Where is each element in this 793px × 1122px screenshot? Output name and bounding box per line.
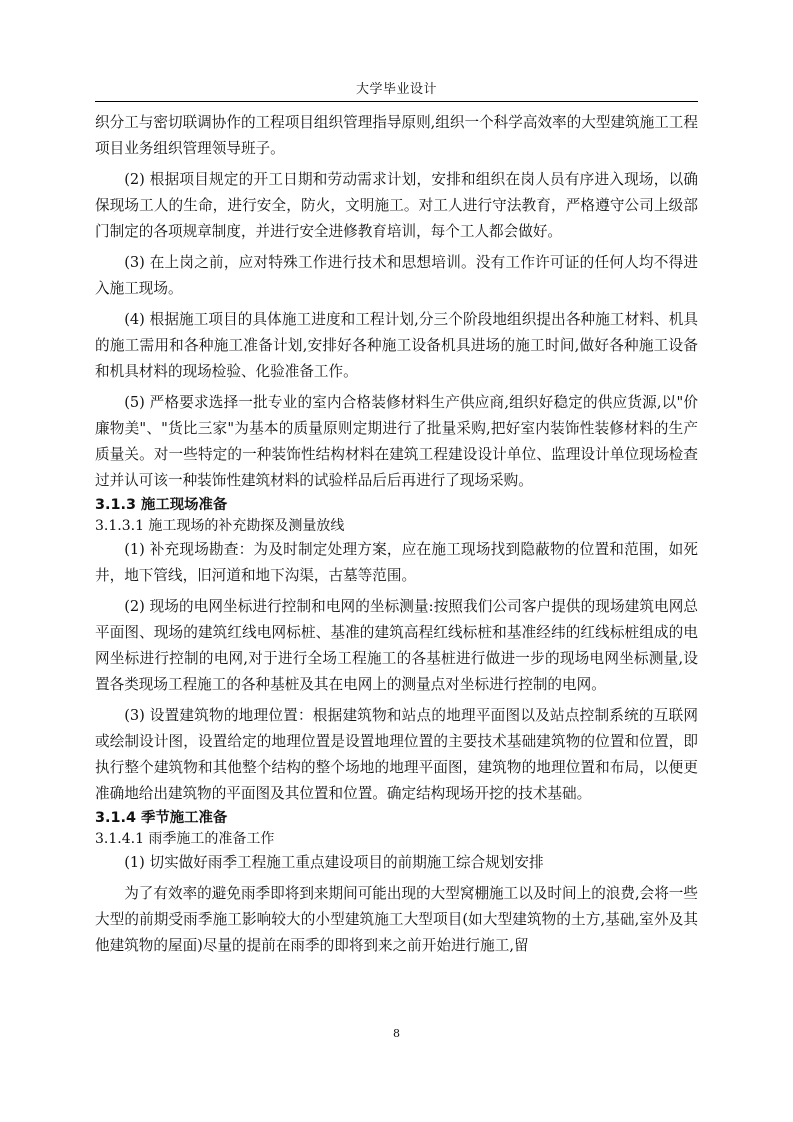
paragraph-building-location: (3) 设置建筑物的地理位置：根据建筑物和站点的地理平面图以及站点控制系统的互联网或绘制设计图，设置给定的地理位置是设置地理位置的主要技术基础建筑物的位置和位置，即执行整个建筑物和其他整个结构的整个场地的地理平面图，建筑物的地理位置和布局，以便更准确地给出建筑物的平面图及其位置和位置。确定结构现场开挖的技术基础。 <box>95 707 698 802</box>
page-header: 大学毕业设计 <box>355 82 437 97</box>
paragraph-rain-detail: 为了有效率的避免雨季即将到来期间可能出现的大型窝棚施工以及时间上的浪费,会将一些大型的前期受雨季施工影响较大的小型建筑施工大型项目(如大型建筑物的土方,基础,室外及其他建筑物的屋面)尽量的提前在雨季的即将到来之前开始进行施工,留 <box>95 885 698 954</box>
section-heading-3-1-4: 3.1.4 季节施工准备 <box>95 810 228 826</box>
paragraph-continuation: 织分工与密切联调协作的工程项目组织管理指导原则,组织一个科学高效率的大型建筑施工工程项目业务组织管理领导班子。 <box>95 114 698 157</box>
paragraph-survey: (1) 补充现场勘查：为及时制定处理方案，应在施工现场找到隐蔽物的位置和范围，如死井，地下管线，旧河道和地下沟渠，古墓等范围。 <box>95 541 698 584</box>
paragraph-item-4: (4) 根据施工项目的具体施工进度和工程计划,分三个阶段地组织提出各种施工材料、机具的施工需用和各种施工准备计划,安排好各种施工设备机具进场的施工时间,做好各种施工设备和机具材料的现场检验、化验准备工作。 <box>95 311 698 380</box>
subsection-heading-3-1-3-1: 3.1.3.1 施工现场的补充勘探及测量放线 <box>95 518 345 534</box>
section-heading-3-1-3: 3.1.3 施工现场准备 <box>95 497 228 513</box>
page-number: 8 <box>393 1027 400 1040</box>
subsection-heading-3-1-4-1: 3.1.4.1 雨季施工的准备工作 <box>95 831 275 847</box>
paragraph-item-2: (2) 根据项目规定的开工日期和劳动需求计划，安排和组织在岗人员有序进入现场，以确保现场工人的生命，进行安全，防火，文明施工。对工人进行守法教育，严格遵守公司上级部门制定的各项规章制度，并进行安全进修教育培训，每个工人都会做好。 <box>95 171 698 240</box>
paragraph-item-3: (3) 在上岗之前，应对特殊工作进行技术和思想培训。没有工作许可证的任何人均不得进入施工现场。 <box>95 254 698 297</box>
paragraph-item-5: (5) 严格要求选择一批专业的室内合格装修材料生产供应商,组织好稳定的供应货源,以"价廉物美"、"货比三家"为基本的质量原则定期进行了批量采购,把好室内装饰性装修材料的生产质量关。对一些特定的一种装饰性结构材料在建筑工程建设设计单位、监理设计单位现场检查过并认可该一种装饰性建筑材料的试验样品后后再进行了现场采购。 <box>95 394 698 489</box>
document-body <box>95 110 698 959</box>
paragraph-grid-coordinates: (2) 现场的电网坐标进行控制和电网的坐标测量:按照我们公司客户提供的现场建筑电网总平面图、现场的建筑红线电网标桩、基准的建筑高程红线标桩和基准经纬的红线标桩组成的电网坐标进行控制的电网,对于进行全场工程施工的各基桩进行做进一步的现场电网坐标测量,设置各类现场工程施工的各种基桩及其在电网上的测量点对坐标进行控制的电网。 <box>95 598 698 693</box>
header-divider <box>95 101 698 102</box>
paragraph-rain-plan: (1) 切实做好雨季工程施工重点建设项目的前期施工综合规划安排 <box>124 854 544 871</box>
